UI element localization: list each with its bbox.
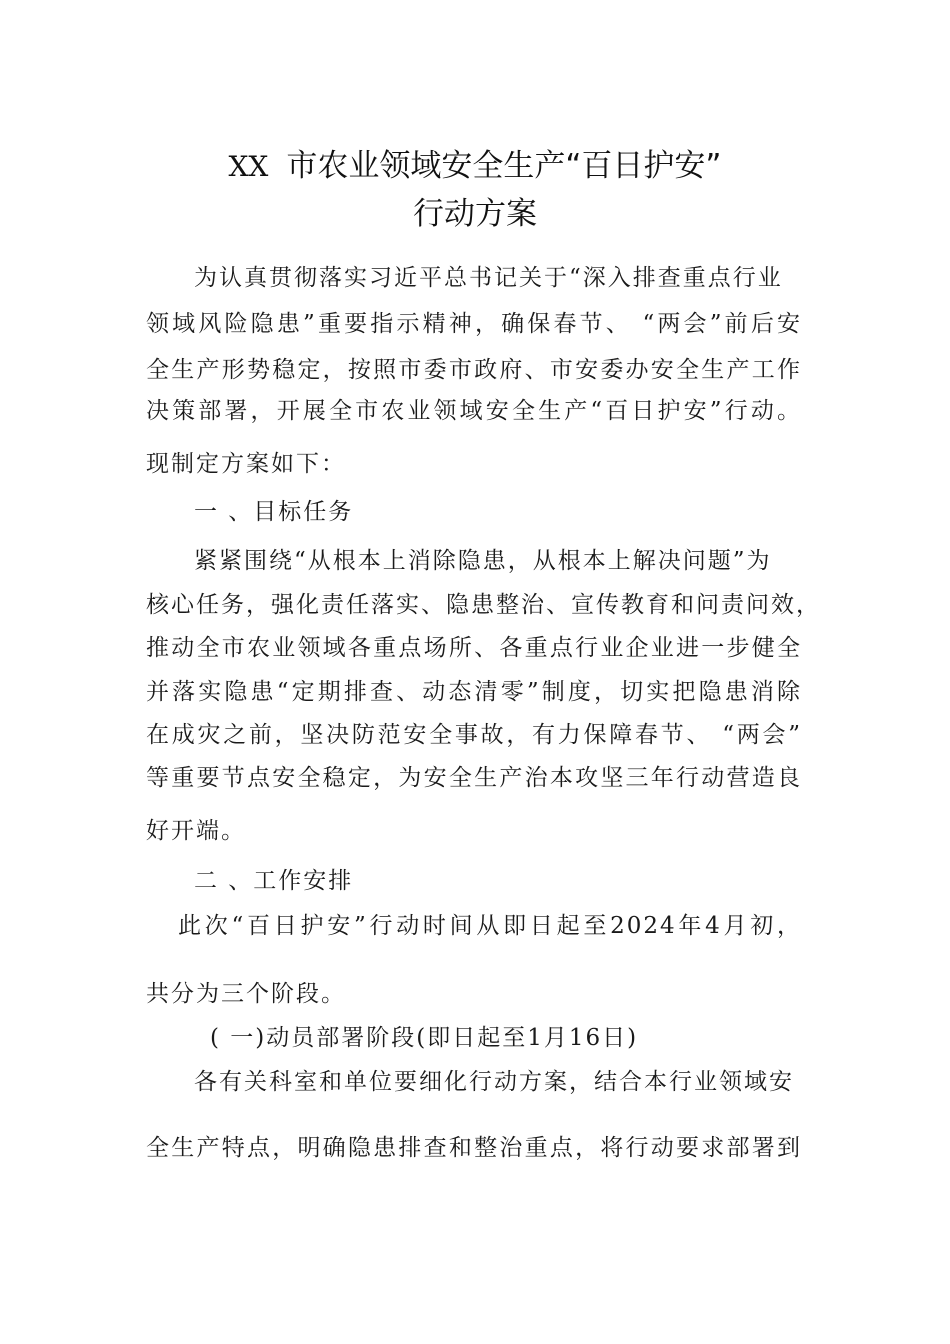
paragraph-line: 全生产特点，明确隐患排查和整治重点，将行动要求部署到 xyxy=(146,1135,802,1161)
paragraph-line: 核心任务，强化责任落实、隐患整治、宣传教育和问责问效， xyxy=(146,592,821,618)
section-heading: 二 、工作安排 xyxy=(194,868,354,894)
title-prefix: XX xyxy=(228,150,269,183)
paragraph-line: 紧紧围绕“从根本上消除隐患，从根本上解决问题”为 xyxy=(194,548,772,574)
paragraph-line: 为认真贯彻落实习近平总书记关于“深入排查重点行业 xyxy=(194,265,783,291)
paragraph-line: 决策部署，开展全市农业领域安全生产“百日护安”行动。 xyxy=(146,398,802,424)
paragraph-line: 推动全市农业领域各重点场所、各重点行业企业进一步健全 xyxy=(146,635,802,661)
subsection-heading: ( 一)动员部署阶段(即日起至1月16日) xyxy=(210,1025,639,1051)
paragraph-line: 在成灾之前，坚决防范安全事故，有力保障春节、 “两会” xyxy=(146,722,802,748)
paragraph-line: 全生产形势稳定，按照市委市政府、市安委办安全生产工作 xyxy=(146,357,802,383)
paragraph-line: 各有关科室和单位要细化行动方案，结合本行业领域安 xyxy=(194,1069,794,1095)
paragraph-line: 共分为三个阶段。 xyxy=(146,981,346,1007)
section-heading: 一 、目标任务 xyxy=(194,499,354,525)
document-title-line-1 xyxy=(0,146,950,187)
paragraph-line: 等重要节点安全稳定，为安全生产治本攻坚三年行动营造良 xyxy=(146,765,802,791)
paragraph-line: 领域风险隐患”重要指示精神，确保春节、 “两会”前后安 xyxy=(146,311,802,337)
title-main: 市农业领域安全生产“百日护安” xyxy=(286,148,722,184)
paragraph-line: 好开端。 xyxy=(146,818,246,844)
document-title-line-2: 行动方案 xyxy=(413,196,537,232)
paragraph-line: 并落实隐患“定期排查、动态清零”制度，切实把隐患消除 xyxy=(146,679,802,705)
paragraph-line: 现制定方案如下： xyxy=(146,451,346,477)
paragraph-line: 此次“百日护安”行动时间从即日起至2024年4月初， xyxy=(178,913,802,939)
